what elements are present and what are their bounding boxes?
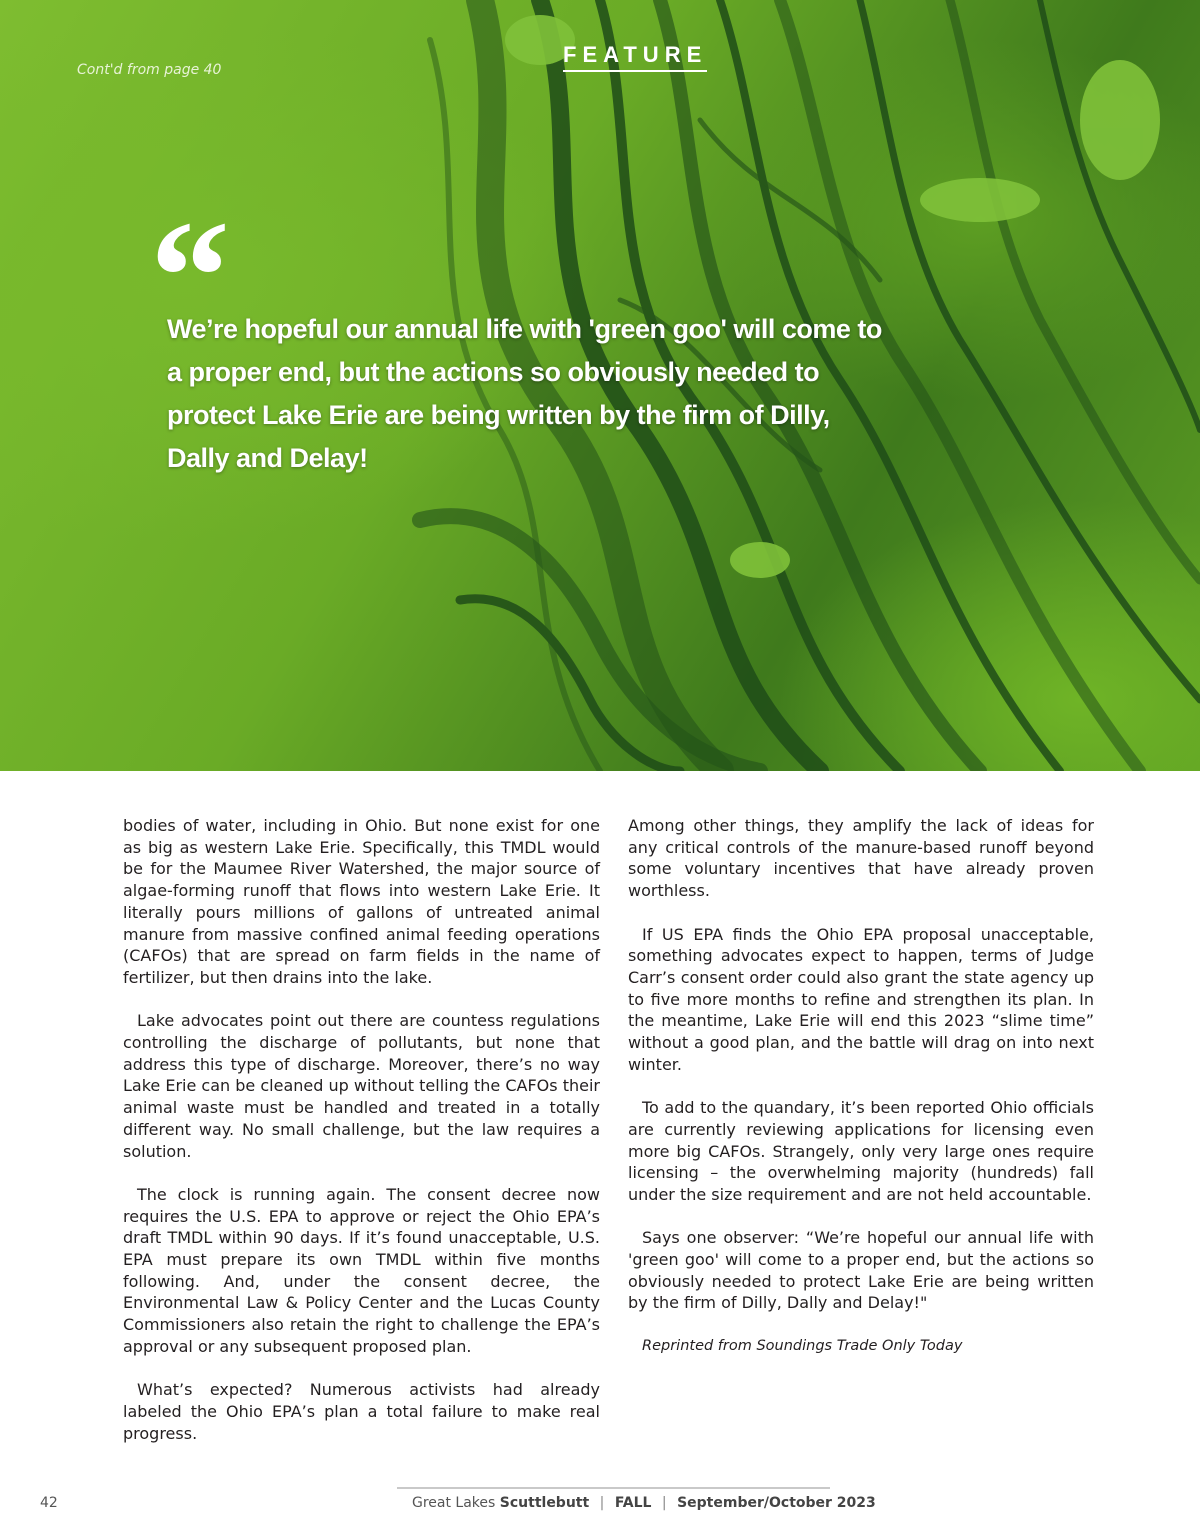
issue-season: FALL [614, 1495, 652, 1511]
footer-separator: | [599, 1495, 605, 1511]
footer-separator: | [661, 1495, 667, 1511]
paragraph: What’s expected? Numerous activists had already labeled the Ohio EPA’s plan a total failure to make real progress. [123, 1380, 600, 1443]
paragraph: Says one observer: “We’re hopeful our annual life with 'green goo' will come to a proper end, but the actions so obviously needed to protect Lake Erie are being written by the firm of Dilly, Dally and Delay!" [628, 1228, 1094, 1313]
paragraph: If US EPA finds the Ohio EPA proposal unacceptable, something advocates expect to happen, terms of Judge Carr’s consent order could also grant the state agency up to five more months to refine and strengthen its plan. In the meantime, Lake Erie will end this 2023 “slime time” without a good plan, and the battle will drag on into next winter. [628, 924, 1094, 1074]
publication-prefix: Great Lakes [412, 1495, 496, 1511]
section-label: FEATURE [563, 42, 707, 72]
paragraph: To add to the quandary, it’s been reported Ohio officials are currently reviewing applications for licensing even more big CAFOs. Strangely, only very large ones require licensing – the overwhelming majority (hundreds) fall under the size requirement and are not held accountable. [628, 1098, 1094, 1204]
publication-name: Scuttlebutt [499, 1495, 590, 1511]
footer-divider [397, 1487, 830, 1489]
paragraph: Lake advocates point out there are countess regulations controlling the discharge of pollutants, but none that address this type of discharge. Moreover, there’s no way Lake Erie can be cleaned up without telling the CAFOs their animal waste must be handled and treated in a totally different way. No small challenge, but the law requires a solution. [123, 1011, 600, 1161]
issue-date: September/October 2023 [677, 1495, 876, 1511]
publication-footer [412, 1495, 876, 1511]
paragraph: The clock is running again. The consent decree now requires the U.S. EPA to approve or reject the Ohio EPA’s draft TMDL within 90 days. If it’s found unacceptable, U.S. EPA must prepare its own TMDL within five months following. And, under the consent decree, the Environmental Law & Policy Center and the Lucas County Commissioners also retain the right to challenge the EPA’s approval or any subsequent proposed plan. [123, 1184, 600, 1356]
quote-mark-icon: “ [150, 187, 230, 365]
paragraph: Among other things, they amplify the lack of ideas for any critical controls of the manure-based runoff beyond some voluntary incentives that have already proven worthless. [628, 816, 1094, 901]
page-number: 42 [40, 1495, 58, 1511]
reprint-credit: Reprinted from Soundings Trade Only Today [642, 1337, 963, 1354]
article-column-right [628, 815, 1094, 1379]
pull-quote: We’re hopeful our annual life with 'green goo' will come to a proper end, but the actions so obviously needed to protect Lake Erie are being written by the firm of Dilly, Dally and Delay! [167, 314, 882, 473]
continued-from-label: Cont'd from page 40 [77, 62, 222, 78]
paragraph: bodies of water, including in Ohio. But none exist for one as big as western Lake Erie. Specifically, this TMDL would be for the Maumee River Watershed, the major source of algae-forming runoff that flows into western Lake Erie. It literally pours millions of gallons of untreated animal manure from massive confined animal feeding operations (CAFOs) that are spread on farm fields in the name of fertilizer, but then drains into the lake. [123, 816, 600, 987]
article-column-left [123, 815, 600, 1466]
